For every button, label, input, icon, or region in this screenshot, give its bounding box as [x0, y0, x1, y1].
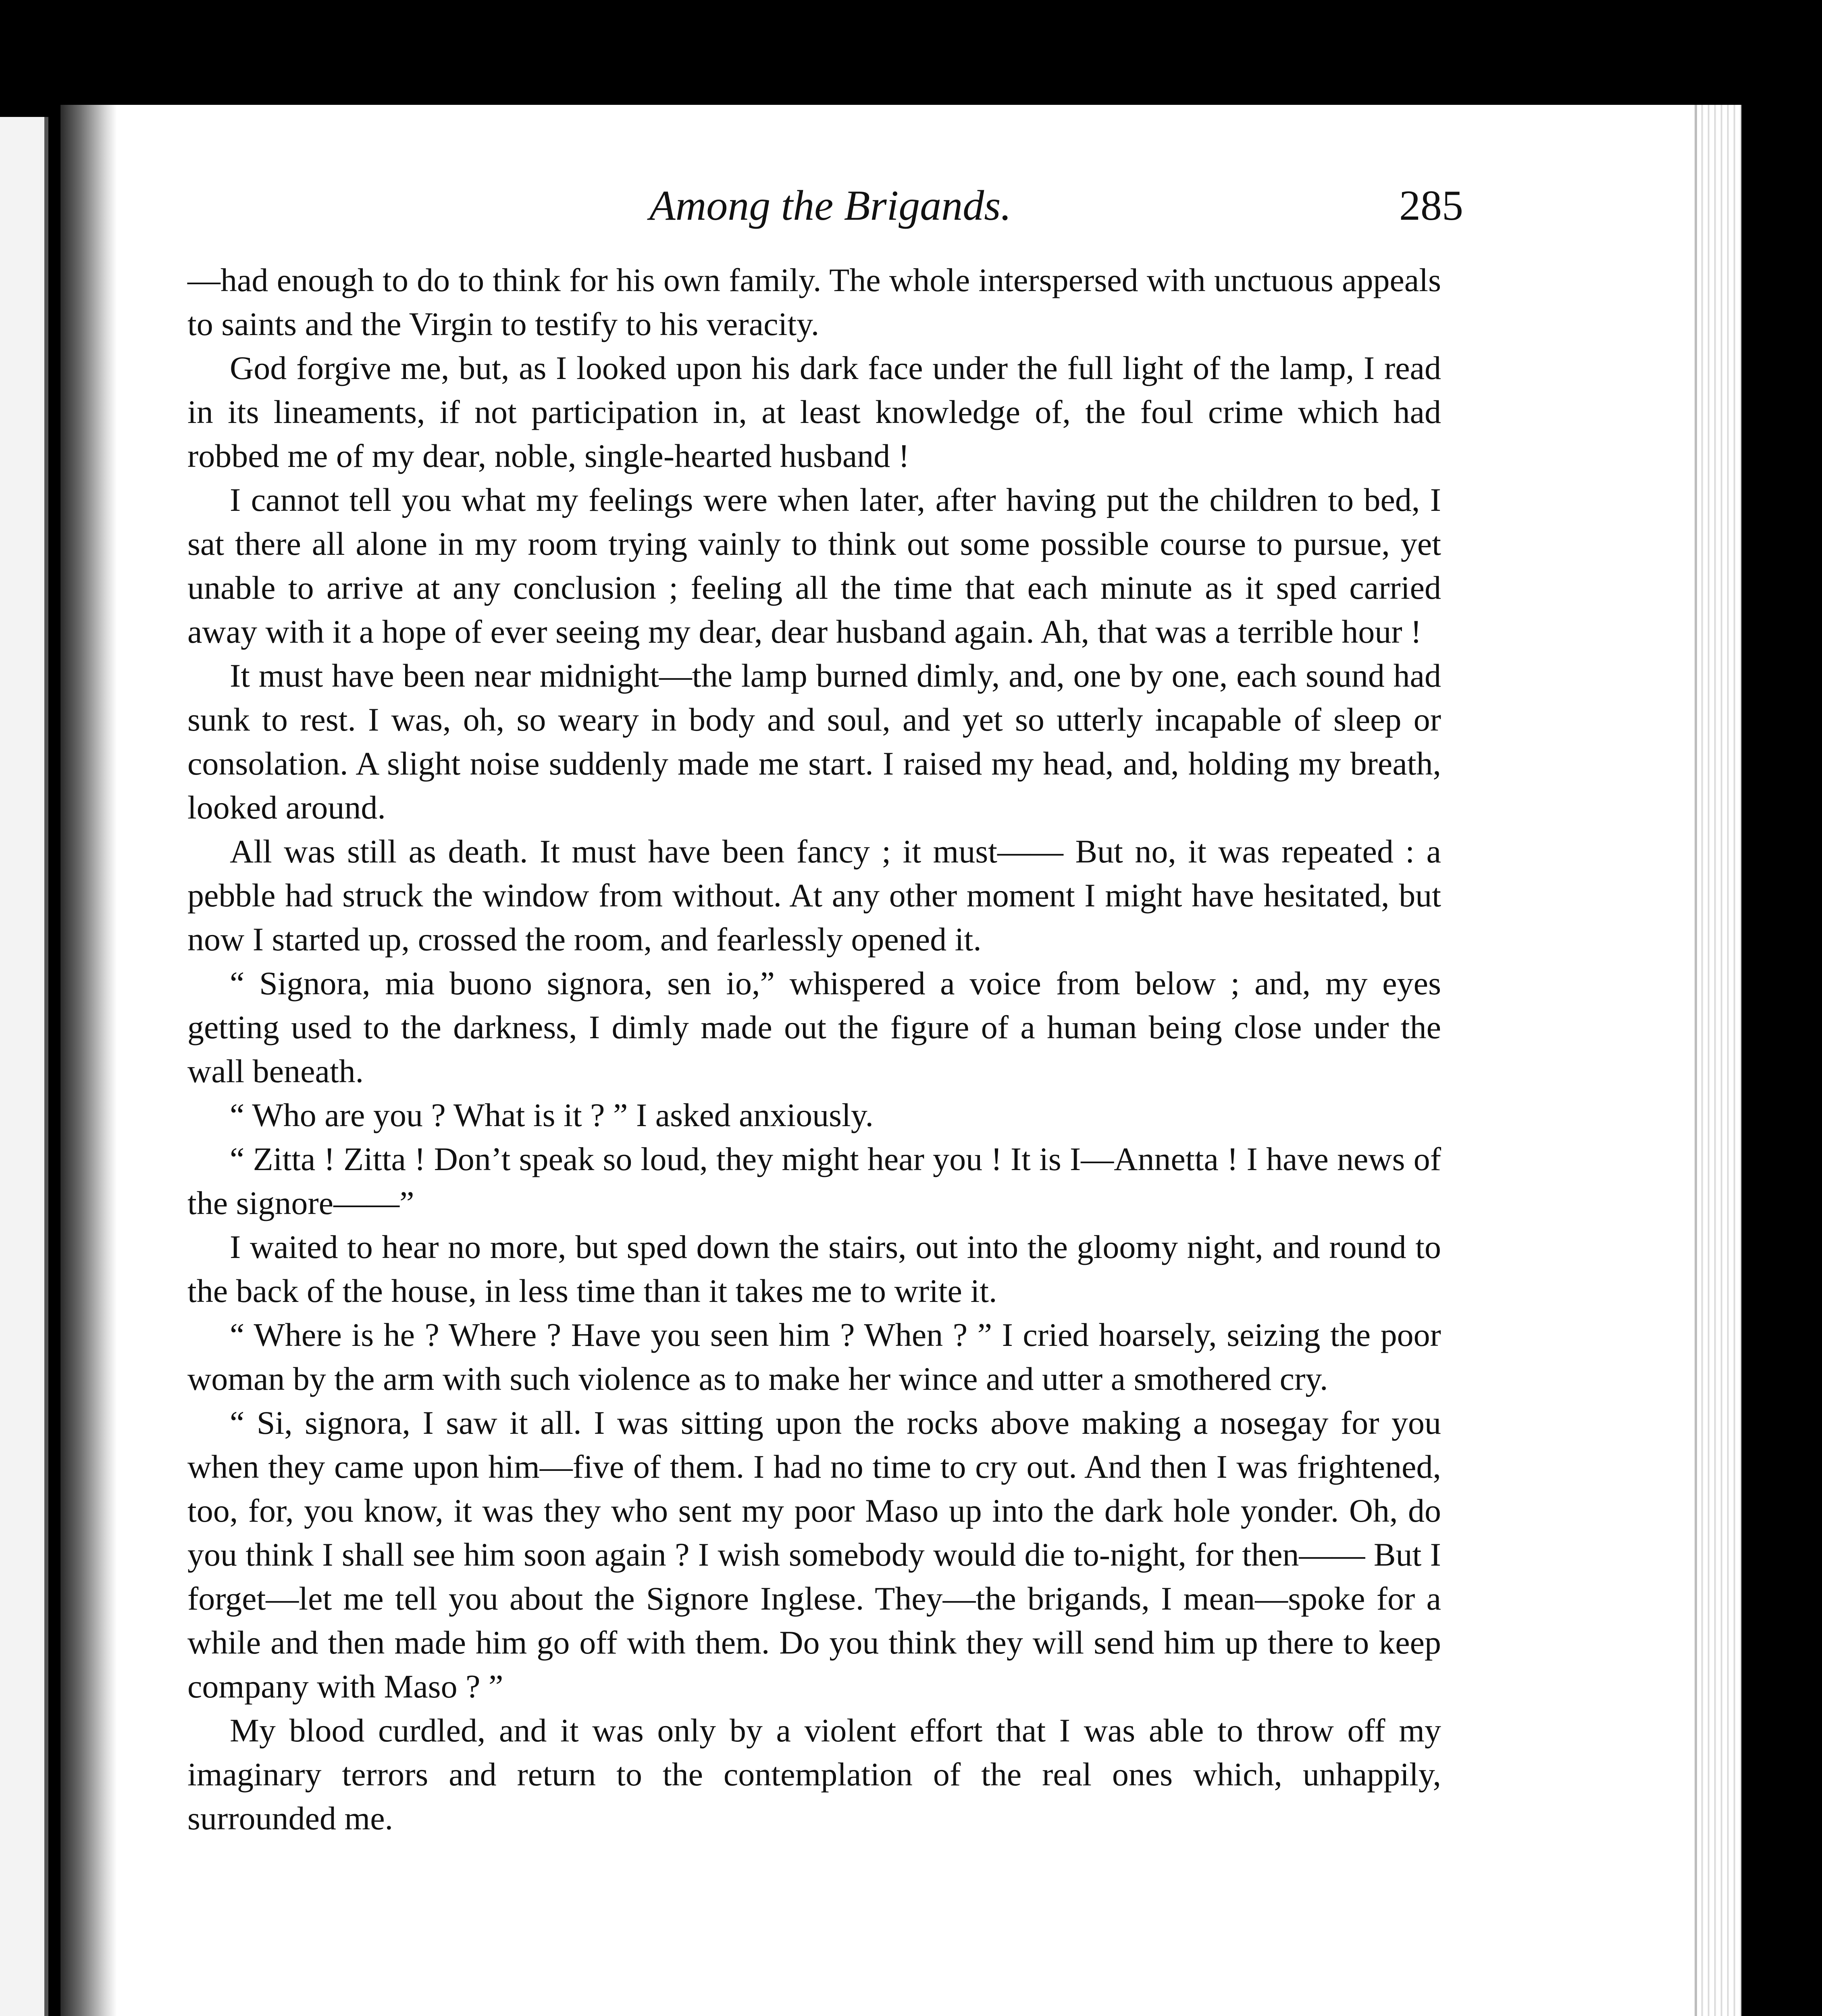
gutter-shadow — [60, 105, 117, 2016]
paragraph: My blood curdled, and it was only by a violent effort that I was able to throw off my imaginary terrors and return to the contemplation of the real ones which, unhappily, surrounded me. — [187, 1712, 1441, 1837]
body-text — [187, 258, 1441, 1840]
paragraph: —had enough to do to think for his own family. The whole interspersed with unctuous appeals to saints and the Virgin to testify to his veracity. — [187, 262, 1441, 342]
paragraph: It must have been near midnight—the lamp burned dimly, and, one by one, each sound had sunk to rest. I was, oh, so weary in body and soul, and yet so utterly incapable of sleep or consolation. A slight noise suddenly made me start. I raised my head, and, holding my breath, looked around. — [187, 657, 1441, 826]
paragraph: “ Si, signora, I saw it all. I was sitting upon the rocks above making a nosegay for you when they came upon him—five of them. I had no time to cry out. And then I was frightened, too, for, you know, it was they who sent my poor Maso up into the dark hole yonder. Oh, do you think I shall see him soon again ? I wish somebody would die to-night, for then—— But I forget—let me tell you about the Signore Inglese. They—the brigands, I mean—spoke for a while and then made him go off with them. Do you think they will send him up there to keep company with Maso ? ” — [187, 1404, 1441, 1705]
paragraph: I waited to hear no more, but sped down the stairs, out into the gloomy night, and round to the back of the house, in less time than it takes me to write it. — [187, 1229, 1441, 1309]
paragraph: I cannot tell you what my feelings were when later, after having put the children to bed, I sat there all alone in my room trying vainly to think out some possible course to pursue, yet unable to arrive at any conclusion ; feeling all the time that each minute as it sped carried away with it a hope of ever seeing my dear, dear husband again. Ah, that was a terrible hour ! — [187, 481, 1441, 650]
paragraph: “ Signora, mia buono signora, sen io,” whispered a voice from below ; and, my eyes getting used to the darkness, I dimly made out the figure of a human being close under the wall beneath. — [187, 965, 1441, 1089]
page-edges — [1695, 105, 1741, 2016]
running-title: Among the Brigands. — [649, 182, 1011, 229]
paragraph: All was still as death. It must have been fancy ; it must—— But no, it was repeated : a pebble had struck the window from without. At any other moment I might have hesitated, but now I started up, crossed the room, and fearlessly opened it. — [187, 833, 1441, 958]
paragraph: “ Who are you ? What is it ? ” I asked anxiously. — [230, 1097, 874, 1133]
page-number: 285 — [1399, 182, 1463, 229]
paragraph: “ Zitta ! Zitta ! Don’t speak so loud, they might hear you ! It is I—Annetta ! I have news of the signore——” — [187, 1141, 1441, 1221]
previous-page-edge — [0, 117, 48, 2016]
paragraph: God forgive me, but, as I looked upon his dark face under the full light of the lamp, I read in its lineaments, if not participation in, at least knowledge of, the foul crime which had robbed me of my dear, noble, single-hearted husband ! — [187, 350, 1441, 474]
paragraph: “ Where is he ? Where ? Have you seen him ? When ? ” I cried hoarsely, seizing the poor woman by the arm with such violence as to make her wince and utter a smothered cry. — [187, 1316, 1441, 1397]
running-head — [198, 177, 1463, 238]
